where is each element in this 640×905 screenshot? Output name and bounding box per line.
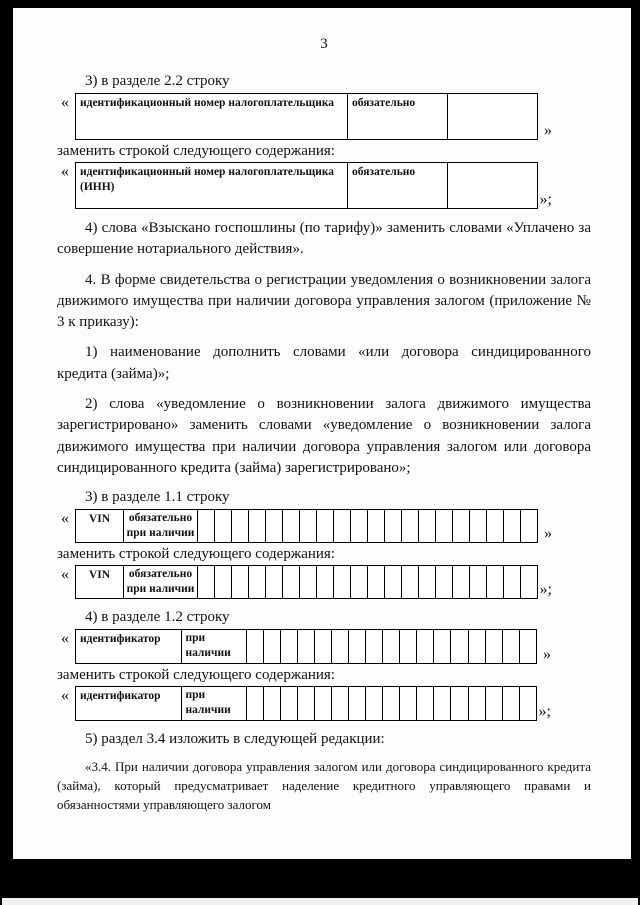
empty-box-cell xyxy=(521,566,538,599)
page-number: 3 xyxy=(320,36,328,52)
empty-box-cell xyxy=(519,630,536,664)
empty-box-cell xyxy=(232,566,249,599)
empty-box-cell xyxy=(504,566,521,599)
empty-box-cell xyxy=(332,687,349,721)
inn-required-cell: обязательно xyxy=(348,163,448,209)
identifier-required-cell: при наличии xyxy=(182,630,246,664)
open-quote: « xyxy=(61,566,69,584)
empty-box-cell xyxy=(297,687,314,721)
empty-box-cell xyxy=(334,566,351,599)
empty-box-cell xyxy=(504,510,521,543)
empty-box-cell xyxy=(385,566,402,599)
empty-box-cell xyxy=(419,566,436,599)
empty-box-cell xyxy=(349,687,366,721)
empty-box-cell xyxy=(419,510,436,543)
empty-box-cell xyxy=(468,687,485,721)
empty-box-cell xyxy=(280,687,297,721)
table-row xyxy=(76,510,538,543)
empty-box-cell xyxy=(402,566,419,599)
empty-box-cell xyxy=(400,687,417,721)
empty-box-cell xyxy=(349,630,366,664)
subitem-1-paragraph: 1) наименование дополнить словами «или договора синдицированного кредита (займа)»; xyxy=(57,344,591,382)
empty-box-cell xyxy=(436,566,453,599)
inn-table-before-block xyxy=(61,93,591,140)
empty-box-cell xyxy=(317,566,334,599)
empty-box-cell xyxy=(434,687,451,721)
inn-table-after xyxy=(75,162,538,209)
table-row xyxy=(76,94,538,140)
empty-box-cell xyxy=(249,510,266,543)
close-quote: » xyxy=(544,122,552,139)
close-quote: » xyxy=(543,646,551,664)
empty-box-cell xyxy=(470,510,487,543)
open-quote: « xyxy=(61,687,69,705)
empty-box-cell xyxy=(417,687,434,721)
inn-label-cell: идентификационный номер налогоплательщика xyxy=(76,94,348,140)
empty-box-cell xyxy=(334,510,351,543)
empty-box-cell xyxy=(351,566,368,599)
empty-box-cell xyxy=(297,630,314,664)
subitem-5-header: 5) раздел 3.4 изложить в следующей редакции: xyxy=(85,731,385,748)
inn-required-cell: обязательно xyxy=(348,94,448,140)
empty-box-cell xyxy=(436,510,453,543)
empty-box-cell xyxy=(351,510,368,543)
empty-box-cell xyxy=(366,687,383,721)
close-quote-semicolon: »; xyxy=(539,581,552,599)
table-row xyxy=(76,687,537,721)
replace-line: заменить строкой следующего содержания: xyxy=(57,143,335,159)
empty-box-cell xyxy=(400,630,417,664)
subitem-2-paragraph: 2) слова «уведомление о возникновении залога движимого имущества зарегистрировано» заменить словами «уведомление о возникновении залога движимого имущества при наличии договора управления залогом или договора синдицированного кредита (займа) зарегистрировано»; xyxy=(57,396,591,476)
replace-line: заменить строкой следующего содержания: xyxy=(57,667,335,684)
empty-box-cell xyxy=(451,630,468,664)
vin-label-cell: VIN xyxy=(76,566,124,599)
item-2-2-header: 3) в разделе 2.2 строку xyxy=(85,73,230,89)
vin-table-after xyxy=(75,565,538,599)
empty-box-cell xyxy=(283,510,300,543)
empty-box-cell xyxy=(368,510,385,543)
empty-box-cell xyxy=(266,510,283,543)
empty-box-cell xyxy=(317,510,334,543)
empty-box-cell xyxy=(502,687,519,721)
identifier-table-after-block xyxy=(61,686,591,721)
vin-table-after-block xyxy=(61,565,591,599)
inn-empty-cell xyxy=(448,94,538,140)
table-row xyxy=(76,163,538,209)
subitem-4-header: 4) в разделе 1.2 строку xyxy=(85,609,230,626)
empty-box-cell xyxy=(280,630,297,664)
empty-box-cell xyxy=(232,510,249,543)
vin-required-cell: обязательно при наличии xyxy=(124,566,198,599)
empty-box-cell xyxy=(249,566,266,599)
empty-box-cell xyxy=(453,566,470,599)
vin-table-before-block xyxy=(61,509,591,543)
empty-box-cell xyxy=(366,630,383,664)
open-quote: « xyxy=(61,163,69,180)
inn-empty-cell xyxy=(448,163,538,209)
empty-box-cell xyxy=(385,510,402,543)
item-4-words-paragraph: 4) слова «Взыскано госпошлины (по тарифу)» заменить словами «Уплачено за совершение нотариального действия». xyxy=(57,220,591,258)
empty-box-cell xyxy=(451,687,468,721)
subitem-3-header: 3) в разделе 1.1 строку xyxy=(85,489,230,506)
open-quote: « xyxy=(61,510,69,528)
empty-box-cell xyxy=(383,687,400,721)
document-page xyxy=(13,8,631,859)
identifier-label-cell: идентификатор xyxy=(76,630,182,664)
empty-box-cell xyxy=(215,566,232,599)
identifier-table-before xyxy=(75,629,537,664)
empty-box-cell xyxy=(485,687,502,721)
empty-box-cell xyxy=(487,566,504,599)
open-quote: « xyxy=(61,94,69,111)
empty-box-cell xyxy=(368,566,385,599)
empty-box-cell xyxy=(383,630,400,664)
close-quote-semicolon: »; xyxy=(538,703,551,721)
open-quote: « xyxy=(61,630,69,648)
empty-box-cell xyxy=(332,630,349,664)
empty-box-cell xyxy=(468,630,485,664)
vin-required-cell: обязательно при наличии xyxy=(124,510,198,543)
empty-box-cell xyxy=(314,687,331,721)
replace-line: заменить строкой следующего содержания: xyxy=(57,546,335,563)
close-quote: » xyxy=(544,525,552,543)
empty-box-cell xyxy=(198,510,215,543)
empty-box-cell xyxy=(263,687,280,721)
empty-box-cell xyxy=(417,630,434,664)
empty-box-cell xyxy=(502,630,519,664)
empty-box-cell xyxy=(519,687,536,721)
empty-box-cell xyxy=(314,630,331,664)
identifier-table-after xyxy=(75,686,537,721)
empty-box-cell xyxy=(263,630,280,664)
table-row xyxy=(76,630,537,664)
paragraph-4: 4. В форме свидетельства о регистрации уведомления о возникновении залога движимого имущества при наличии договора управления залогом (приложение № 3 к приказу): xyxy=(57,271,591,331)
empty-box-cell xyxy=(453,510,470,543)
empty-box-cell xyxy=(300,510,317,543)
empty-box-cell xyxy=(434,630,451,664)
inn-table-after-block xyxy=(61,162,591,209)
empty-box-cell xyxy=(470,566,487,599)
inn-label-cell: идентификационный номер налогоплательщика (ИНН) xyxy=(76,163,348,209)
empty-box-cell xyxy=(246,630,263,664)
empty-box-cell xyxy=(266,566,283,599)
empty-box-cell xyxy=(487,510,504,543)
inn-table-before xyxy=(75,93,538,140)
empty-box-cell xyxy=(198,566,215,599)
vin-table-before xyxy=(75,509,538,543)
identifier-label-cell: идентификатор xyxy=(76,687,182,721)
empty-box-cell xyxy=(300,566,317,599)
paragraph-3-4: «3.4. При наличии договора управления залогом или договора синдицированного кредита (займа), который предусматривает наделение кредитного управляющего правами и обязанностями управляющего залогом xyxy=(57,759,591,812)
empty-box-cell xyxy=(246,687,263,721)
scan-bottom-edge xyxy=(2,898,638,905)
empty-box-cell xyxy=(215,510,232,543)
identifier-required-cell: при наличии xyxy=(182,687,246,721)
table-row xyxy=(76,566,538,599)
close-quote-semicolon: »; xyxy=(539,191,552,208)
empty-box-cell xyxy=(521,510,538,543)
empty-box-cell xyxy=(283,566,300,599)
vin-label-cell: VIN xyxy=(76,510,124,543)
empty-box-cell xyxy=(402,510,419,543)
identifier-table-before-block xyxy=(61,629,591,664)
empty-box-cell xyxy=(485,630,502,664)
